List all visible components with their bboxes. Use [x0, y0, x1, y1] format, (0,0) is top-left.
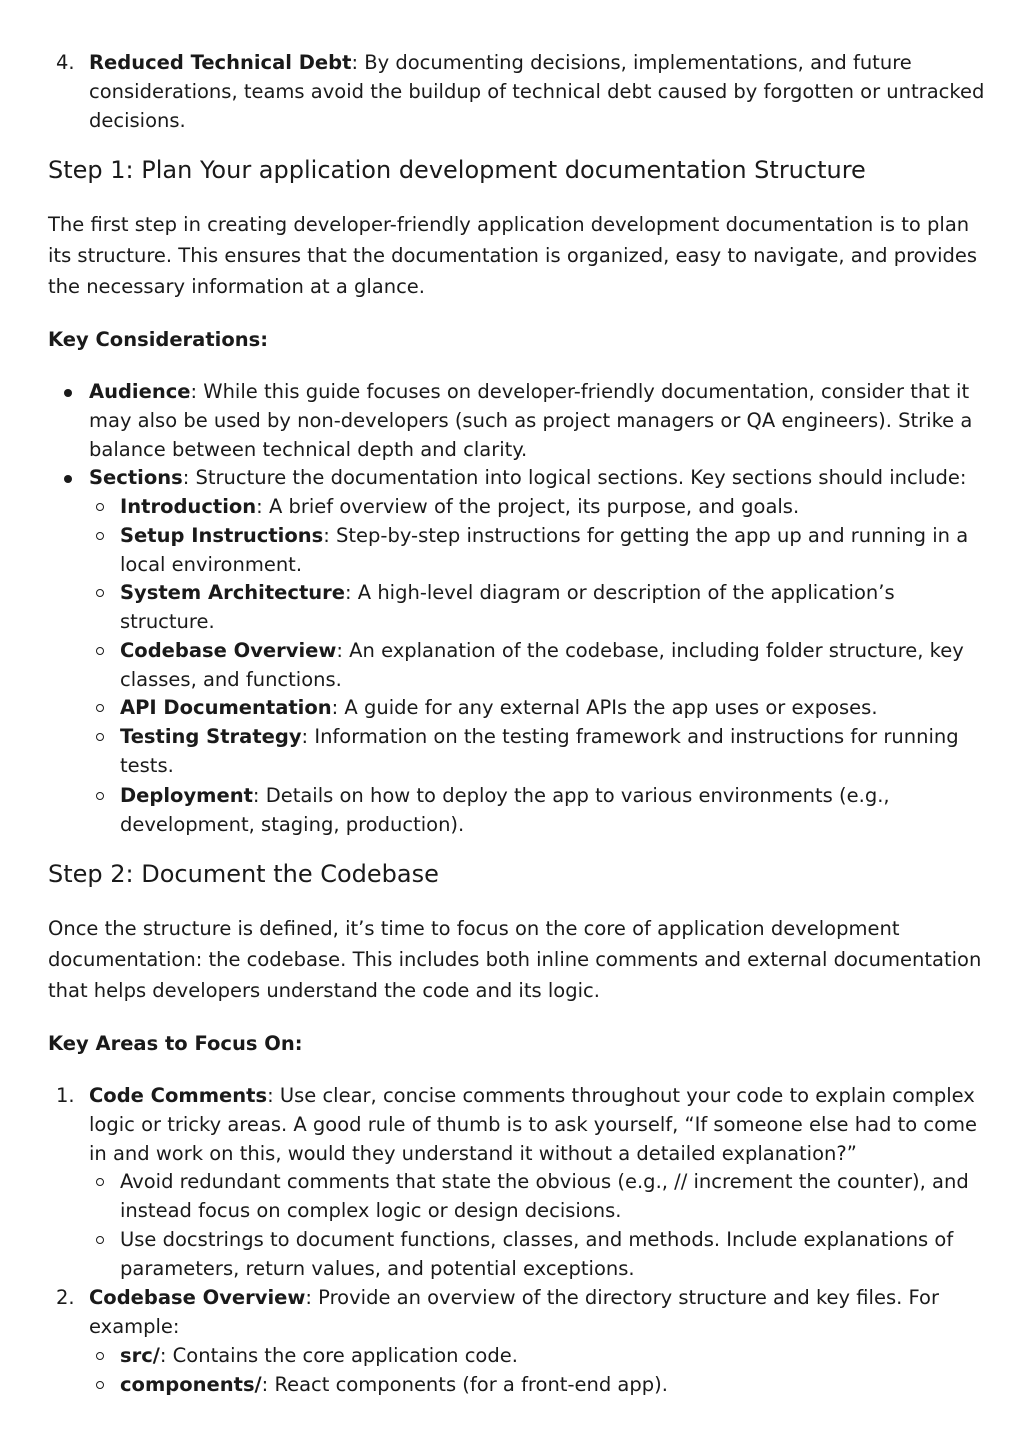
bullet-dot: [64, 475, 72, 483]
step1-heading: Step 1: Plan Your application development documentation Structure: [48, 156, 866, 184]
dir-item-components: [120, 1370, 980, 1399]
bullet-term: Audience: [89, 380, 191, 403]
list-text: : By documenting decisions, implementations, and future considerations, teams avoid the buildup of technical debt caused by forgotten or untracked decisions.: [89, 51, 985, 132]
section-item-deployment: [120, 781, 980, 839]
bullet-text: : While this guide focuses on developer-friendly documentation, consider that it may also be used by non-developers (such as project managers or QA engineers). Strike a balance between technical depth and clarity.: [89, 380, 973, 461]
list-item-reduced-technical-debt: [56, 48, 989, 135]
list-term: Reduced Technical Debt: [89, 51, 352, 74]
dir-term: src/: [120, 1344, 160, 1367]
sub-bullet-circle: [96, 503, 104, 511]
bullet-term: Sections: [89, 466, 183, 489]
section-term: Introduction: [120, 495, 257, 518]
dir-text: : React components (for a front-end app).: [261, 1373, 668, 1396]
section-term: Testing Strategy: [120, 725, 302, 748]
list-text: : Provide an overview of the directory structure and key files. For example:: [89, 1286, 939, 1338]
dir-item-src: [120, 1341, 980, 1370]
list-term: Code Comments: [89, 1084, 268, 1107]
step2-intro: Once the structure is defined, it’s time to focus on the core of application development documentation: the codebase. This includes both inline comments and external documentation that helps developers understand the code and its logic.: [48, 917, 982, 1002]
tip-text: Use docstrings to document functions, classes, and methods. Include explanations of parameters, return values, and potential exceptions.: [120, 1228, 954, 1280]
section-text: : An explanation of the codebase, including folder structure, key classes, and functions.: [120, 639, 964, 691]
sub-bullet-circle: [96, 1352, 104, 1360]
dir-text: : Contains the core application code.: [159, 1344, 518, 1367]
bullet-sections: [89, 463, 989, 492]
section-item-codebase: [120, 636, 980, 694]
list-number: 1.: [56, 1084, 75, 1107]
step2-key-label: Key Areas to Focus On:: [48, 1032, 303, 1055]
bullet-audience: [89, 377, 989, 464]
section-term: Codebase Overview: [120, 639, 337, 662]
section-text: : A high-level diagram or description of the application’s structure.: [120, 581, 895, 633]
sub-bullet-circle: [96, 532, 104, 540]
sub-bullet-circle: [96, 647, 104, 655]
list-text: : Use clear, concise comments throughout your code to explain complex logic or tricky areas. A good rule of thumb is to ask yourself, “If someone else had to come in and work on this, would they understand it without a detailed explanation?”: [89, 1084, 978, 1165]
sub-bullet-circle: [96, 792, 104, 800]
step2-heading: Step 2: Document the Codebase: [48, 860, 439, 888]
section-term: System Architecture: [120, 581, 346, 604]
section-term: Setup Instructions: [120, 524, 324, 547]
tip-redundant-comments: [120, 1167, 980, 1225]
list-item-codebase-overview: [56, 1283, 989, 1341]
section-text: : Details on how to deploy the app to various environments (e.g., development, staging, production).: [120, 784, 890, 836]
tip-text: Avoid redundant comments that state the obvious (e.g., // increment the counter), and instead focus on complex logic or design decisions.: [120, 1170, 969, 1222]
dir-term: components/: [120, 1373, 262, 1396]
section-item-setup: [120, 521, 980, 579]
section-text: : A guide for any external APIs the app uses or exposes.: [331, 696, 878, 719]
section-item-api: [120, 693, 980, 722]
bullet-text: : Structure the documentation into logical sections. Key sections should include:: [182, 466, 967, 489]
section-term: Deployment: [120, 784, 253, 807]
section-text: : Step-by-step instructions for getting the app up and running in a local environment.: [120, 524, 969, 576]
section-text: : Information on the testing framework and instructions for running tests.: [120, 725, 959, 777]
section-term: API Documentation: [120, 696, 332, 719]
list-number: 4.: [56, 51, 75, 74]
sub-bullet-circle: [96, 1381, 104, 1389]
section-item-testing: [120, 722, 980, 780]
sub-bullet-circle: [96, 704, 104, 712]
section-text: : A brief overview of the project, its purpose, and goals.: [256, 495, 800, 518]
tip-docstrings: [120, 1225, 980, 1283]
sub-bullet-circle: [96, 1178, 104, 1186]
sub-bullet-circle: [96, 589, 104, 597]
step1-intro: The first step in creating developer-friendly application development documentation is to plan its structure. This ensures that the documentation is organized, easy to navigate, and provides the necessary information at a glance.: [48, 213, 978, 298]
list-number: 2.: [56, 1286, 75, 1309]
section-item-introduction: [120, 492, 980, 521]
bullet-dot: [64, 389, 72, 397]
sub-bullet-circle: [96, 733, 104, 741]
list-item-code-comments: [56, 1081, 989, 1168]
step1-key-label: Key Considerations:: [48, 328, 269, 351]
sub-bullet-circle: [96, 1236, 104, 1244]
section-item-architecture: [120, 578, 980, 636]
list-term: Codebase Overview: [89, 1286, 306, 1309]
